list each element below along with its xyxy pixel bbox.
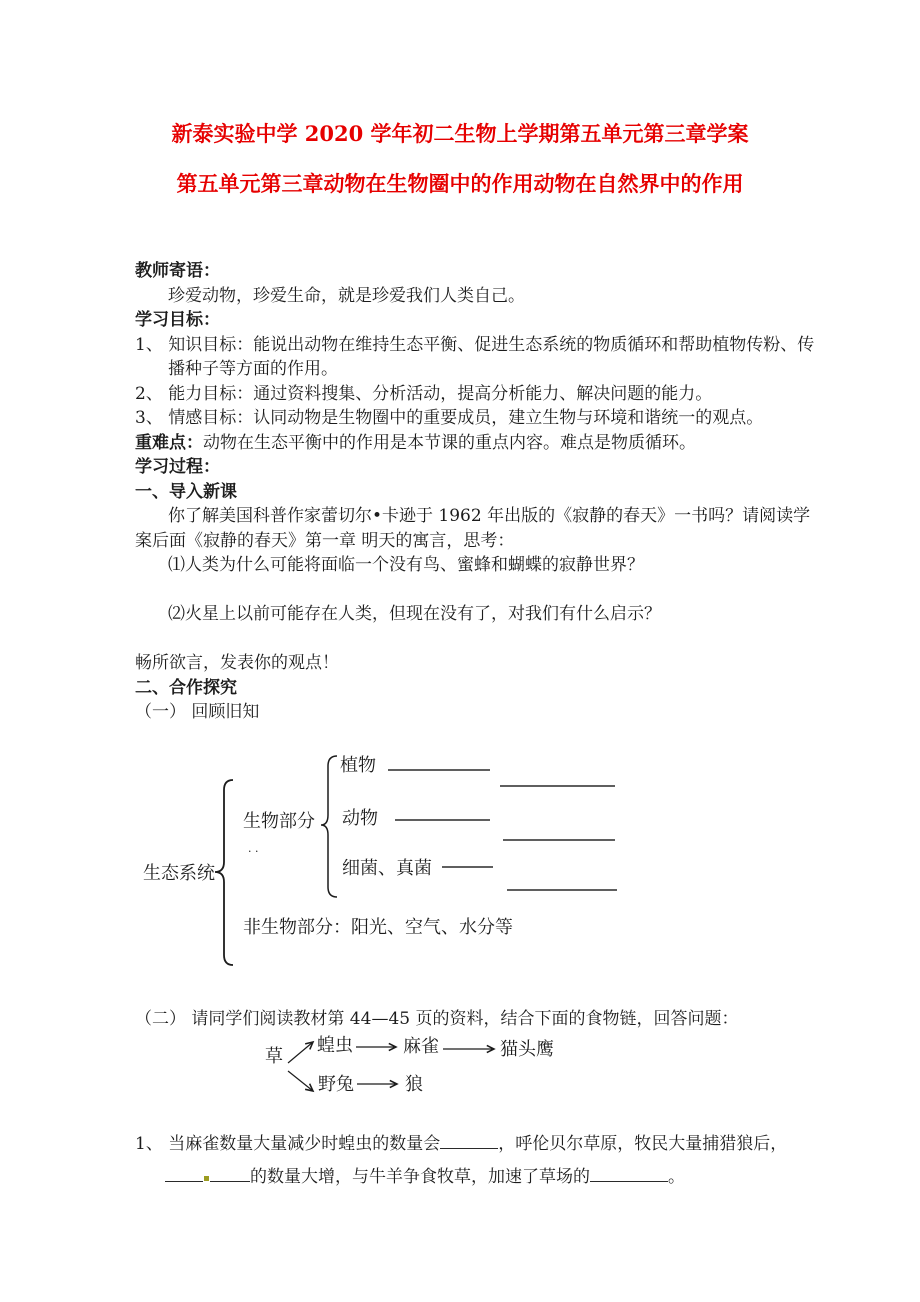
arrow-icon	[288, 1071, 313, 1091]
arrow-icon	[288, 1042, 313, 1063]
diagram-label-biotic: 生物部分	[243, 811, 315, 832]
heading-text: 重难点：	[135, 432, 203, 453]
blank-spacer-line	[135, 627, 795, 652]
small-dot-mark	[204, 1176, 209, 1181]
text-line: ⑴人类为什么可能将面临一个没有鸟、蜜蜂和蝴蝶的寂静世界？	[168, 555, 644, 575]
section2-intro: （二） 请同学们阅读教材第 44—45 页的资料，结合下面的食物链，回答问题：	[135, 1009, 739, 1029]
text-line	[135, 676, 795, 701]
diagram-braces-and-blanks	[0, 732, 920, 1008]
heading-text: 二、合作探究	[135, 677, 237, 698]
food-chain-node-owl: 猫头鹰	[500, 1039, 554, 1060]
heading-text: 一、导入新课	[135, 481, 237, 502]
text-line	[135, 259, 795, 284]
diagram-label-plants: 植物	[340, 755, 376, 776]
heading-text: 学习过程：	[135, 457, 220, 477]
text-line: 畅所欲言，发表你的观点！	[135, 653, 339, 673]
diagram-label-root: 生态系统	[143, 863, 215, 884]
text-line: （一） 回顾旧知	[135, 702, 260, 722]
text-line: 重难点：动物在生态平衡中的作用是本节课的重点内容。难点是物质循环。	[135, 432, 696, 453]
diagram-label-animals: 动物	[342, 808, 378, 829]
text-line	[135, 308, 795, 333]
text-line	[135, 480, 795, 505]
blank-field	[440, 1133, 498, 1149]
text-line: 珍爱动物，珍爱生命，就是珍爱我们人类自己。	[168, 285, 525, 306]
text-line	[135, 455, 795, 480]
heading-text: 学习目标：	[135, 310, 220, 330]
curly-brace-icon	[215, 780, 233, 965]
food-chain-node-sparrow: 麻雀	[403, 1036, 439, 1057]
blank-field	[210, 1166, 250, 1182]
diagram-label-abiotic: 非生物部分：阳光、空气、水分等	[243, 917, 513, 938]
text-line: 1、 当麻雀数量大量减少时蝗虫的数量会 ，呼伦贝尔草原，牧民大量捕猎狼后，	[135, 1134, 788, 1154]
heading-text: 教师寄语：	[135, 261, 220, 281]
document-title-line1: 新泰实验中学 2020 学年初二生物上学期第五单元第三章学案	[171, 121, 749, 146]
body-text	[135, 259, 815, 725]
text-line: 3、 情感目标：认同动物是生物圈中的重要成员，建立生物与环境和谐统一的观点。	[135, 408, 764, 428]
food-chain-arrows	[0, 1032, 920, 1107]
food-chain-node-locust: 蝗虫	[317, 1035, 353, 1056]
text-line: ⑵火星上以前可能存在人类，但现在没有了，对我们有什么启示？	[168, 604, 661, 624]
text-line: 2、 能力目标：通过资料搜集、分析活动，提高分析能力、解决问题的能力。	[135, 383, 713, 404]
text-line: 你了解美国科普作家蕾切尔•卡逊于 1962 年出版的《寂静的春天》一书吗？请阅读学	[168, 506, 811, 526]
blank-spacer-line	[135, 578, 795, 603]
text-line: 案后面《寂静的春天》第一章 明天的寓言，思考：	[135, 530, 515, 551]
text-line: 1、 知识目标：能说出动物在维持生态平衡、促进生态系统的物质循环和帮助植物传粉、传	[135, 334, 815, 355]
food-chain-node-grass: 草	[265, 1046, 283, 1067]
food-chain-node-hare: 野兔	[318, 1074, 354, 1095]
food-chain-node-wolf: 狼	[405, 1074, 423, 1095]
document-title-line2: 第五单元第三章动物在生物圈中的作用动物在自然界中的作用	[176, 171, 744, 196]
curly-brace-icon	[321, 756, 337, 897]
diagram-label-microbes: 细菌、真菌	[342, 858, 432, 879]
diagram-label-dots: · ·	[248, 845, 259, 858]
text-line: 的数量大增，与牛羊争食牧草，加速了草场的 。	[135, 1161, 835, 1194]
blank-field	[590, 1166, 668, 1182]
text-line: 播种子等方面的作用。	[168, 359, 338, 379]
food-chain-diagram	[0, 1032, 920, 1107]
question-1	[135, 1128, 835, 1194]
ecosystem-diagram	[0, 732, 920, 1008]
blank-field	[165, 1166, 203, 1182]
